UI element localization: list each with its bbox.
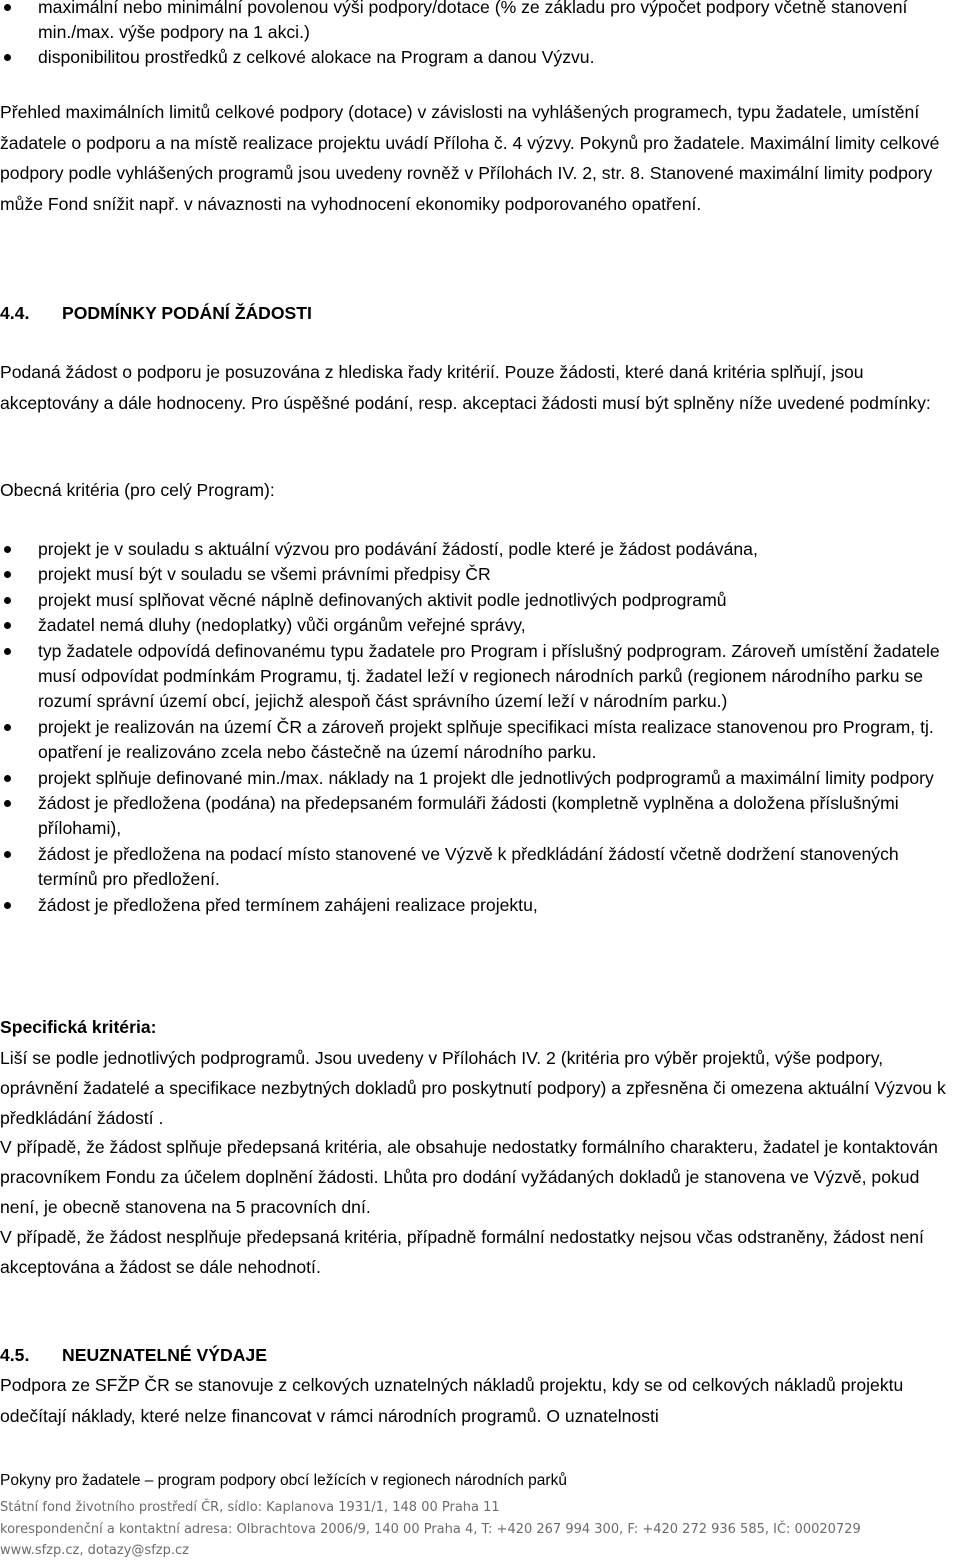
paragraph: V případě, že žádost nesplňuje předepsaná kritéria, případně formální nedostatky nejsou včas odstraněny, žádost není akceptována a žádost se dále nehodnotí. — [0, 1226, 924, 1277]
footer-address-line: Státní fond životního prostředí ČR, sídlo: Kaplanova 1931/1, 148 00 Praha 11 — [0, 1500, 500, 1515]
list-item: žádost je předložena (podána) na předepsaném formuláři žádosti (kompletně vyplněna a doložena příslušnými přílohami), — [0, 791, 955, 842]
general-criteria-heading: Obecná kritéria (pro celý Program): — [0, 480, 275, 500]
section-title: PODMÍNKY PODÁNÍ ŽÁDOSTI — [62, 303, 312, 323]
paragraph: V případě, že žádost splňuje předepsaná kritéria, ale obsahuje nedostatky formálního charakteru, žadatel je kontaktován pracovníkem Fondu za účelem doplnění žádosti. Lhůta pro dodání vyžádaných dokladů je stanovena ve Výzvě, pokud není, je obecně stanovena na 5 pracovních dní. — [0, 1137, 938, 1217]
footer-contact-line: korespondenční a kontaktní adresa: Olbrachtova 2006/9, 140 00 Praha 4, T: +420 267 994 300, F: +420 272 936 585, IČ: 00020729 — [0, 1521, 861, 1537]
list-item: žádost je předložena na podací místo stanovené ve Výzvě k předkládání žádostí včetně dodržení stanovených termínů pro předložení. — [0, 842, 955, 893]
general-criteria-list — [0, 537, 955, 918]
list-item: disponibilitou prostředků z celkové alokace na Program a danou Výzvu. — [0, 45, 950, 70]
list-item: maximální nebo minimální povolenou výši podpory/dotace (% ze základu pro výpočet podpory včetně stanovení min./max. výše podpory na 1 akci.) — [0, 0, 950, 45]
section-title: NEUZNATELNÉ VÝDAJE — [62, 1345, 267, 1365]
section-number: 4.4. — [0, 303, 30, 323]
list-item: typ žadatele odpovídá definovanému typu žadatele pro Program i příslušný podprogram. Zároveň umístění žadatele musí odpovídat podmínkám Programu, tj. žadatel leží v regionech národních parků (regionem národního parku se rozumí správní území obcí, jejichž alespoň část správního území leží v národním parku.) — [0, 639, 955, 715]
list-item: projekt je v souladu s aktuální výzvou pro podávání žádostí, podle které je žádost podávána, — [0, 537, 955, 562]
ineligible-costs-paragraph: Podpora ze SFŽP ČR se stanovuje z celkových uznatelných nákladů projektu, kdy se od celkových nákladů projektu odečítají náklady, které nelze financovat v rámci národních programů. O uznatelnosti — [0, 1375, 904, 1426]
list-item: projekt musí splňovat věcné náplně definovaných aktivit podle jednotlivých podprogramů — [0, 588, 955, 613]
list-item: projekt splňuje definované min./max. náklady na 1 projekt dle jednotlivých podprogramů a maximální limity podpory — [0, 766, 955, 791]
footer-document-title: Pokyny pro žadatele – program podpory obcí ležících v regionech národních parků — [0, 1472, 567, 1489]
list-item: žádost je předložena před termínem zahájeni realizace projektu, — [0, 893, 955, 918]
paragraph: Liší se podle jednotlivých podprogramů. Jsou uvedeny v Přílohách IV. 2 (kritéria pro výběr projektů, výše podpory, oprávnění žadatelé a specifikace nezbytných dokladů pro poskytnutí podpory) a zpřesněna či omezena aktuální Výzvou k předkládání žádostí . — [0, 1048, 946, 1128]
section-number: 4.5. — [0, 1345, 30, 1365]
list-item: projekt musí být v souladu se všemi právními předpisy ČR — [0, 562, 955, 587]
section-heading-4-4 — [0, 303, 312, 324]
list-item: projekt je realizován na území ČR a zároveň projekt splňuje specifikaci místa realizace stanovenou pro Program, tj. opatření je realizováno zcela nebo částečně na území národního parku. — [0, 715, 955, 766]
overview-paragraph: Přehled maximálních limitů celkové podpory (dotace) v závislosti na vyhlášených programech, typu žadatele, umístění žadatele o podporu a na místě realizace projektu uvádí Příloha č. 4 výzvy. Pokynů pro žadatele. Maximální limity celkové podpory podle vyhlášených programů jsou uvedeny rovněž v Přílohách IV. 2, str. 8. Stanovené maximální limity podpory může Fond snížit např. v návaznosti na vyhodnocení ekonomiky podporovaného opatření. — [0, 102, 940, 214]
list-item: žadatel nemá dluhy (nedoplatky) vůči orgánům veřejné správy, — [0, 613, 955, 638]
footer-contact-block — [0, 1497, 960, 1562]
top-bullet-list — [0, 0, 950, 70]
specific-criteria-text — [0, 1044, 955, 1282]
footer-web-line: www.sfzp.cz, dotazy@sfzp.cz — [0, 1543, 189, 1559]
section-heading-4-5 — [0, 1345, 267, 1366]
specific-criteria-heading: Specifická kritéria: — [0, 1017, 157, 1037]
conditions-intro-paragraph: Podaná žádost o podporu je posuzována z hlediska řady kritérií. Pouze žádosti, které daná kritéria splňují, jsou akceptovány a dále hodnoceny. Pro úspěšné podání, resp. akceptaci žádosti musí být splněny níže uvedené podmínky: — [0, 362, 931, 413]
